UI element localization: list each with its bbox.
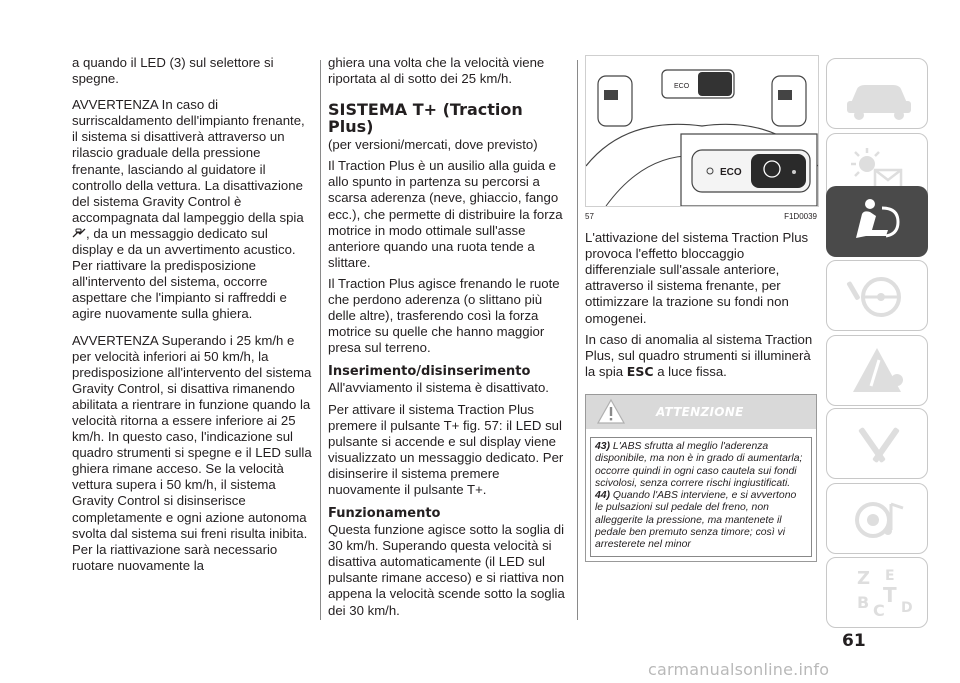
index-icon [827, 558, 929, 629]
figure-caption [585, 209, 817, 225]
figure-number: 57 [585, 212, 594, 221]
paragraph: Il Traction Plus agisce frenando le ruote che perdono aderenza (o slittano più delle altre), trasferendo così la forza motrice su quelle che hanno maggior presa sul terreno. [328, 275, 560, 356]
tools-icon [827, 409, 929, 480]
index-letter: D [901, 600, 913, 616]
paragraph: All'avviamento il sistema è disattivato. [328, 380, 549, 396]
chapter-tab-emergency[interactable] [826, 335, 928, 406]
watermark: carmanualsonline.info [648, 660, 830, 679]
paragraph: Il Traction Plus è un ausilio alla guida e allo spunto in partenza su percorsi a scarsa aderenza (neve, ghiaccio, fango ecc.), che permette di distribuire la forza motrice in modo ottimale sull'asse anteriore quando una ruota tende a slittare. [328, 158, 563, 270]
warning-title: ATTENZIONE [656, 404, 744, 419]
index-letter: Z [857, 568, 871, 589]
text-column-2 [328, 55, 572, 619]
warning-body [590, 437, 812, 557]
eco-label-small: ECO [674, 83, 690, 90]
warning-box [585, 394, 817, 562]
index-letter: E [885, 568, 895, 584]
paragraph: a quando il LED (3) sul selettore si spegne. [72, 55, 274, 87]
chapter-tab-index[interactable] [826, 557, 928, 628]
index-letter: B [857, 593, 870, 612]
subheading: Inserimento/disinserimento [328, 364, 531, 380]
column-divider-1 [320, 60, 321, 620]
paragraph: Per attivare il sistema Traction Plus premere il pulsante T+ fig. 57: il LED sul pulsante si accende e sul display viene visualizzato un messaggio dedicato. Per disinserire il sistema premere nuovamente il pulsante T+. [328, 401, 564, 497]
text-column-3 [585, 55, 817, 562]
paragraph: In caso di anomalia al sistema Traction Plus, sul quadro strumenti si illuminerà la spia ESC a luce fissa. [585, 331, 813, 379]
warning-header [586, 395, 816, 429]
chapter-tab-safety[interactable] [826, 186, 928, 257]
eco-button-label: ECO [720, 167, 742, 178]
index-letter: C [873, 601, 885, 620]
text-column-1 [72, 55, 312, 574]
warning-item-43: 43) L'ABS sfrutta al meglio l'aderenza disponibile, ma non è in grado di aumentarla; occorre quindi in ogni caso cautela sui fondi scivolosi, senza correre rischi ingiustificati. [595, 440, 803, 489]
chapter-tab-car[interactable] [826, 58, 928, 129]
paragraph: ghiera una volta che la velocità viene riportata al di sotto dei 25 km/h. [328, 55, 545, 87]
warning-paragraph-overheat: AVVERTENZA In caso di surriscaldamento dell'impianto frenante, il sistema si disattiverà attraverso un rilascio graduale della pressione frenante, lasciando al guidatore il controllo della vettura. La disattivazione del sistema Gravity Control è accompagnata dal lampeggio della spia , da un messaggio dedicato sul display e da un avvertimento acustico. Per riattivare la predisposizione all'intervento del sistema, occorre aspettare che l'impianto si raffreddi e agire nuovamente sulla ghiera. [72, 97, 305, 322]
esc-warning-light: ESC [626, 363, 654, 379]
warning-item-44: 44) Quando l'ABS interviene, e si avvertono le pulsazioni sul pedale del freno, non alleggerite la pressione, ma mantenete il pedale ben premuto senza timore; così vi arresterete nel minor [595, 490, 797, 551]
index-letter: T [883, 583, 897, 607]
section-title: SISTEMA T+ (Traction Plus) [328, 100, 523, 137]
dashboard-illustration [586, 56, 818, 206]
seat-safety-icon [826, 186, 928, 257]
road-warning-icon [827, 336, 929, 407]
page-number: 61 [842, 631, 866, 651]
paragraph: (per versioni/mercati, dove previsto) [328, 137, 538, 153]
column-divider-2 [577, 60, 578, 620]
car-icon [827, 59, 929, 130]
figure-traction-plus-button [585, 55, 819, 207]
multimedia-icon [827, 484, 929, 555]
chapter-tab-maintenance[interactable] [826, 408, 928, 479]
paragraph: Questa funzione agisce sotto la soglia di 30 km/h. Superando questa velocità si disattiva automaticamente (il LED sul pulsante rimane acceso) e si riattiva non appena la velocità scende sotto la soglia dei 30 km/h. [328, 522, 565, 618]
subheading: Funzionamento [328, 506, 441, 522]
hill-descent-warning-icon [72, 227, 86, 239]
warning-paragraph-speed: AVVERTENZA Superando i 25 km/h e per velocità inferiori ai 50 km/h, la predisposizione all'intervento del sistema Gravity Control, si disattiva rimanendo abilitata a rientrare in funzione quando la velocità ritorna a essere inferiore ai 25 km/h. In questo caso, l'indicazione sul quadro strumenti si spegne e il LED sulla ghiera rimane acceso. Se la velocità vettura supera i 50 km/h, il sistema Gravity Control si disinserisce completamente e ogni azione autonoma svolta dal sistema sui freni risulta inibita. Per la riattivazione sarà necessario ruotare nuovamente la [72, 332, 312, 573]
warning-triangle-icon [596, 398, 626, 426]
paragraph: L'attivazione del sistema Traction Plus provoca l'effetto bloccaggio differenziale sull'assale anteriore, attraverso il sistema frenante, per ottimizzare la trazione su fondi non omogenei. [585, 230, 809, 326]
chapter-tab-multimedia[interactable] [826, 483, 928, 554]
figure-code: F1D0039 [784, 212, 817, 221]
steering-wheel-icon [827, 261, 929, 332]
chapter-tab-driving[interactable] [826, 260, 928, 331]
